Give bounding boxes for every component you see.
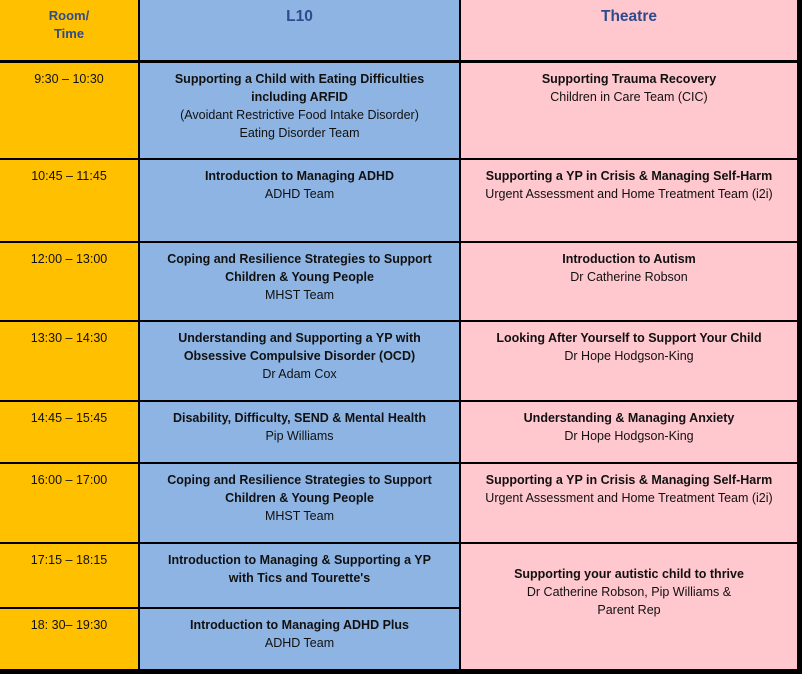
session-title: Supporting your autistic child to thrive	[514, 567, 744, 581]
session-presenter: Dr Hope Hodgson-King	[564, 429, 694, 443]
session-l10	[140, 243, 459, 320]
session-presenter: Eating Disorder Team	[239, 126, 360, 140]
session-presenter: Dr Catherine Robson, Pip Williams &	[526, 585, 732, 599]
session-l10	[140, 609, 459, 669]
session-theatre	[461, 464, 797, 542]
session-presenter: Pip Williams	[265, 429, 334, 443]
session-presenter: Dr Hope Hodgson-King	[564, 349, 694, 363]
session-presenter: MHST Team	[264, 288, 334, 302]
session-title: Children & Young People	[225, 491, 374, 505]
session-presenter: Parent Rep	[597, 603, 661, 617]
session-presenter: Dr Adam Cox	[262, 367, 337, 381]
header-room-time-line1: Room/	[48, 8, 90, 23]
session-l10	[140, 402, 459, 462]
time-cell: 16:00 – 17:00	[0, 464, 138, 542]
session-title: Introduction to Autism	[562, 252, 696, 266]
time-cell: 10:45 – 11:45	[0, 160, 138, 241]
session-title: Introduction to Managing & Supporting a YP	[168, 553, 431, 567]
time-cell: 14:45 – 15:45	[0, 402, 138, 462]
session-title: Understanding & Managing Anxiety	[523, 411, 735, 425]
header-l10: L10	[140, 0, 459, 60]
session-title: Looking After Yourself to Support Your Child	[496, 331, 762, 345]
session-l10	[140, 160, 459, 241]
session-theatre	[461, 402, 797, 462]
session-title: including ARFID	[251, 90, 348, 104]
header-room-time	[0, 0, 138, 60]
session-presenter: Dr Catherine Robson	[570, 270, 688, 284]
time-cell: 9:30 – 10:30	[0, 63, 138, 158]
session-theatre	[461, 160, 797, 241]
session-title: with Tics and Tourette's	[228, 571, 371, 585]
session-title: Supporting a Child with Eating Difficulties	[174, 72, 425, 86]
session-title: Disability, Difficulty, SEND & Mental Health	[172, 411, 427, 425]
header-theatre: Theatre	[461, 0, 797, 60]
session-theatre-merged	[461, 544, 797, 669]
session-l10	[140, 464, 459, 542]
session-title: Supporting Trauma Recovery	[541, 72, 717, 86]
session-presenter: Urgent Assessment and Home Treatment Team (i2i)	[485, 187, 773, 201]
session-title: Introduction to Managing ADHD Plus	[190, 618, 409, 632]
session-l10	[140, 544, 459, 607]
session-presenter: ADHD Team	[264, 187, 335, 201]
session-title: Children & Young People	[225, 270, 374, 284]
header-room-time-line2: Time	[53, 26, 85, 41]
session-title: Introduction to Managing ADHD	[204, 169, 395, 183]
session-title: Coping and Resilience Strategies to Support	[167, 252, 432, 266]
session-title: Coping and Resilience Strategies to Support	[167, 473, 432, 487]
session-l10	[140, 322, 459, 400]
session-title: Supporting a YP in Crisis & Managing Self-Harm	[485, 169, 773, 183]
session-title: Supporting a YP in Crisis & Managing Self-Harm	[485, 473, 773, 487]
session-presenter: ADHD Team	[264, 636, 335, 650]
session-note: (Avoidant Restrictive Food Intake Disorder)	[180, 108, 419, 122]
session-title: Understanding and Supporting a YP with	[178, 331, 421, 345]
session-presenter: MHST Team	[264, 509, 334, 523]
session-theatre	[461, 63, 797, 158]
session-title: Obsessive Compulsive Disorder (OCD)	[183, 349, 416, 363]
time-cell: 13:30 – 14:30	[0, 322, 138, 400]
time-cell: 18: 30– 19:30	[0, 609, 138, 669]
session-l10	[140, 63, 459, 158]
time-cell: 12:00 – 13:00	[0, 243, 138, 320]
session-presenter: Children in Care Team (CIC)	[550, 90, 708, 104]
session-theatre	[461, 243, 797, 320]
session-theatre	[461, 322, 797, 400]
session-presenter: Urgent Assessment and Home Treatment Team (i2i)	[485, 491, 773, 505]
time-cell: 17:15 – 18:15	[0, 544, 138, 607]
